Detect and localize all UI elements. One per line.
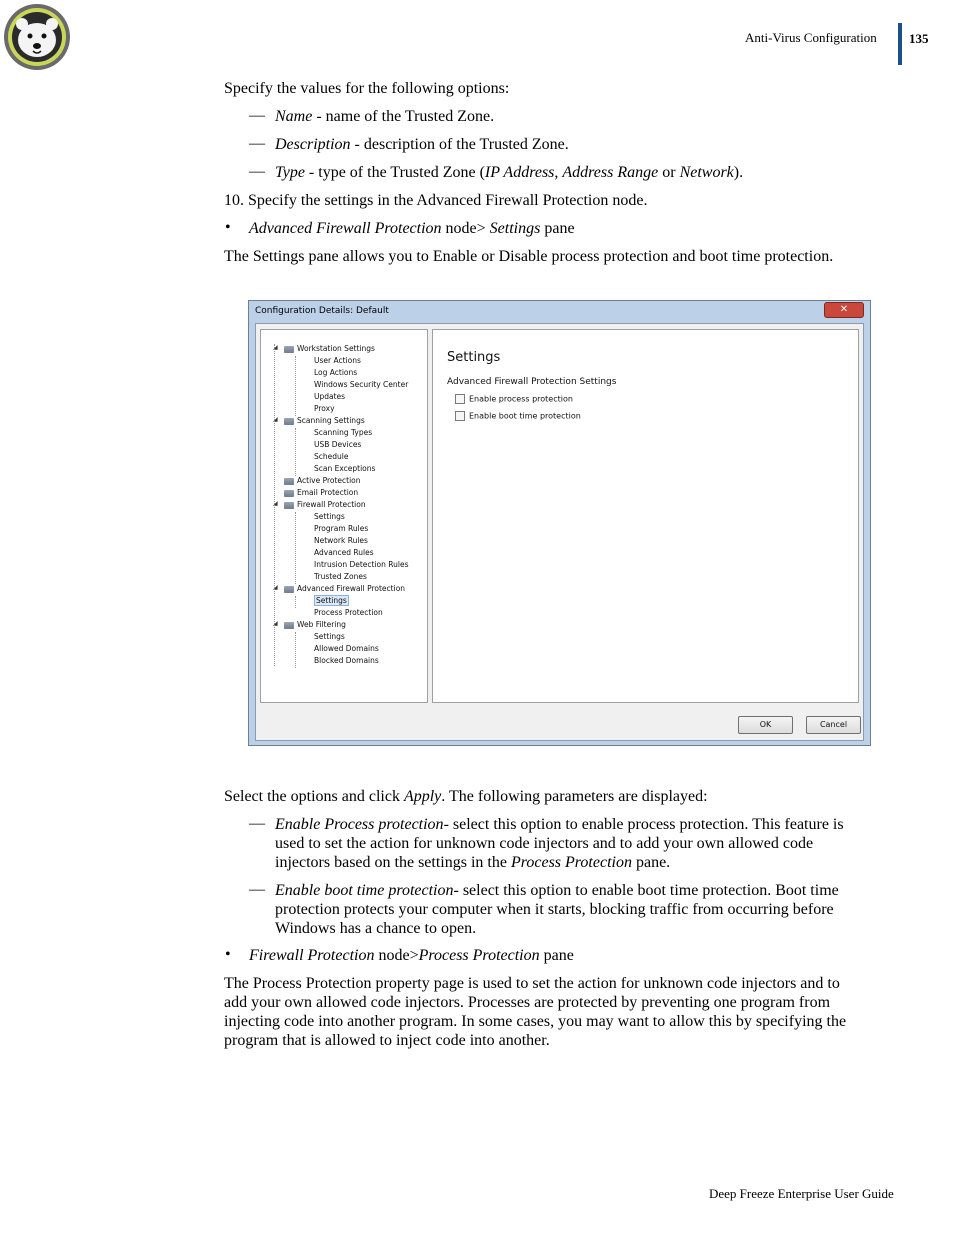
- tree-item[interactable]: [314, 548, 374, 557]
- tree-item-label: Settings: [314, 632, 345, 641]
- option-type: Type - type of the Trusted Zone (IP Address, Address Range or Network).: [275, 164, 744, 181]
- tree-item[interactable]: [273, 620, 346, 629]
- tree-item-label: Trusted Zones: [314, 572, 367, 581]
- tree-item-label: Windows Security Center: [314, 380, 409, 389]
- tree-item-label: USB Devices: [314, 440, 362, 449]
- enable-boot-time-protection-checkbox[interactable]: [455, 411, 581, 421]
- tree-item[interactable]: [314, 380, 408, 389]
- tree-item[interactable]: [314, 560, 409, 569]
- select-options-text: Select the options and click Apply. The following parameters are displayed:: [224, 788, 708, 805]
- tree-item[interactable]: [314, 656, 379, 665]
- expand-arrow-icon[interactable]: ◢: [273, 584, 278, 591]
- tree-connector: [295, 632, 296, 668]
- node-icon: [284, 346, 294, 353]
- checkbox-label: Enable process protection: [469, 394, 573, 404]
- dash-marker: —: [249, 107, 265, 124]
- tree-item[interactable]: [314, 572, 367, 581]
- tree-connector: [295, 596, 296, 608]
- ok-button[interactable]: OK: [738, 716, 793, 734]
- tree-connector: [295, 356, 296, 416]
- tree-item[interactable]: [314, 608, 383, 617]
- tree-item[interactable]: [314, 596, 349, 605]
- header-divider: [898, 23, 902, 65]
- tree-item-label: Advanced Rules: [314, 548, 374, 557]
- tree-item-label: Advanced Firewall Protection: [297, 584, 406, 593]
- tree-item-label: Active Protection: [297, 476, 361, 485]
- param-enable-boot-time-protection: Enable boot time protection- select this option to enable boot time protection. Boot time protection protects your computer when it starts, blocking traffic from occurring before Windows has a chance to open.: [275, 882, 839, 937]
- checkbox-box[interactable]: [455, 411, 465, 421]
- polar-bear-logo-icon: [2, 2, 72, 72]
- tree-item[interactable]: [314, 512, 345, 521]
- bullet-marker: •: [225, 219, 231, 236]
- tree-item[interactable]: [273, 584, 406, 593]
- param-enable-process-protection: Enable Process protection- select this option to enable process protection. This feature is used to set the action for unknown code injectors and to add your own allowed code injectors based on the settings in the Process Protection pane.: [275, 816, 844, 871]
- footer-guide-title: Deep Freeze Enterprise User Guide: [709, 1186, 894, 1201]
- tree-item-label: Updates: [314, 392, 346, 401]
- tree-item-label: Settings: [314, 512, 345, 521]
- tree-item[interactable]: [314, 452, 348, 461]
- tree-item-label: Program Rules: [314, 524, 369, 533]
- tree-item-label: Scan Exceptions: [314, 464, 376, 473]
- configuration-dialog: [248, 300, 871, 746]
- dash-marker: —: [249, 881, 265, 898]
- checkbox-box[interactable]: [455, 394, 465, 404]
- node-icon: [284, 478, 294, 485]
- tree-item-label: Log Actions: [314, 368, 358, 377]
- tree-item[interactable]: [314, 464, 375, 473]
- close-icon[interactable]: ✕: [824, 302, 864, 318]
- tree-item[interactable]: [314, 368, 357, 377]
- tree-item-label: Firewall Protection: [297, 500, 366, 509]
- enable-process-protection-checkbox[interactable]: [455, 394, 573, 404]
- bullet-process-protection: Firewall Protection node>Process Protection pane: [249, 947, 574, 964]
- section-title: Anti-Virus Configuration: [745, 30, 877, 45]
- step-10: 10. Specify the settings in the Advanced Firewall Protection node.: [224, 192, 648, 209]
- bullet-afp-settings: Advanced Firewall Protection node> Settings pane: [249, 220, 575, 237]
- dash-marker: —: [249, 163, 265, 180]
- tree-item[interactable]: [284, 488, 358, 497]
- settings-tree: [260, 329, 428, 703]
- tree-connector: [295, 512, 296, 584]
- bullet-marker: •: [225, 946, 231, 963]
- checkbox-label: Enable boot time protection: [469, 411, 581, 421]
- tree-item[interactable]: [273, 344, 375, 353]
- tree-item-label: Schedule: [314, 452, 349, 461]
- tree-item-label: Allowed Domains: [314, 644, 379, 653]
- tree-item-label: User Actions: [314, 356, 361, 365]
- dash-marker: —: [249, 815, 265, 832]
- tree-item[interactable]: [314, 392, 345, 401]
- option-name: Name - name of the Trusted Zone.: [275, 108, 495, 125]
- dash-marker: —: [249, 135, 265, 152]
- tree-item-label: Intrusion Detection Rules: [314, 560, 409, 569]
- page-number: 135: [909, 31, 929, 46]
- tree-item[interactable]: [314, 632, 345, 641]
- tree-item[interactable]: [314, 524, 368, 533]
- expand-arrow-icon[interactable]: ◢: [273, 416, 278, 423]
- node-icon: [284, 586, 294, 593]
- node-icon: [284, 490, 294, 497]
- tree-item[interactable]: [314, 404, 335, 413]
- pane-title: Settings: [447, 350, 501, 365]
- expand-arrow-icon[interactable]: ◢: [273, 344, 278, 351]
- node-icon: [284, 622, 294, 629]
- tree-item-label: Proxy: [314, 404, 335, 413]
- option-description: Description - description of the Trusted Zone.: [275, 136, 569, 153]
- node-icon: [284, 418, 294, 425]
- settings-pane: [432, 329, 859, 703]
- tree-connector: [274, 344, 275, 666]
- cancel-button[interactable]: Cancel: [806, 716, 861, 734]
- tree-connector: [295, 428, 296, 476]
- tree-item-label: Email Protection: [297, 488, 359, 497]
- settings-description: The Settings pane allows you to Enable or Disable process protection and boot time protection.: [224, 248, 834, 265]
- tree-item-label: Network Rules: [314, 536, 368, 545]
- dialog-body: [255, 323, 864, 741]
- tree-item-label: Process Protection: [314, 608, 383, 617]
- tree-item[interactable]: [273, 500, 366, 509]
- tree-item[interactable]: [314, 536, 368, 545]
- dialog-title: Configuration Details: Default: [255, 306, 389, 316]
- node-icon: [284, 502, 294, 509]
- tree-item-label: Workstation Settings: [297, 344, 375, 353]
- pane-subtitle: Advanced Firewall Protection Settings: [447, 377, 617, 387]
- tree-item-label: Web Filtering: [297, 620, 346, 629]
- expand-arrow-icon[interactable]: ◢: [273, 500, 278, 507]
- tree-item[interactable]: [314, 440, 361, 449]
- tree-item-label: Scanning Types: [314, 428, 373, 437]
- process-protection-description: The Process Protection property page is used to set the action for unknown code injectors and to add your own allowed code injectors. Processes are protected by preventing one program from injecting code into another program. In some cases, you may want to allow this by specifying the program that is allowed to inject code into another.: [224, 975, 847, 1049]
- tree-item[interactable]: [314, 356, 361, 365]
- tree-item[interactable]: [314, 428, 372, 437]
- tree-item[interactable]: [314, 644, 379, 653]
- tree-item[interactable]: [273, 416, 365, 425]
- expand-arrow-icon[interactable]: ◢: [273, 620, 278, 627]
- tree-item-label: Scanning Settings: [297, 416, 365, 425]
- tree-item[interactable]: [284, 476, 361, 485]
- tree-item-label: Blocked Domains: [314, 656, 379, 665]
- tree-item-label: Settings: [316, 596, 347, 605]
- intro-text: Specify the values for the following options:: [224, 80, 510, 97]
